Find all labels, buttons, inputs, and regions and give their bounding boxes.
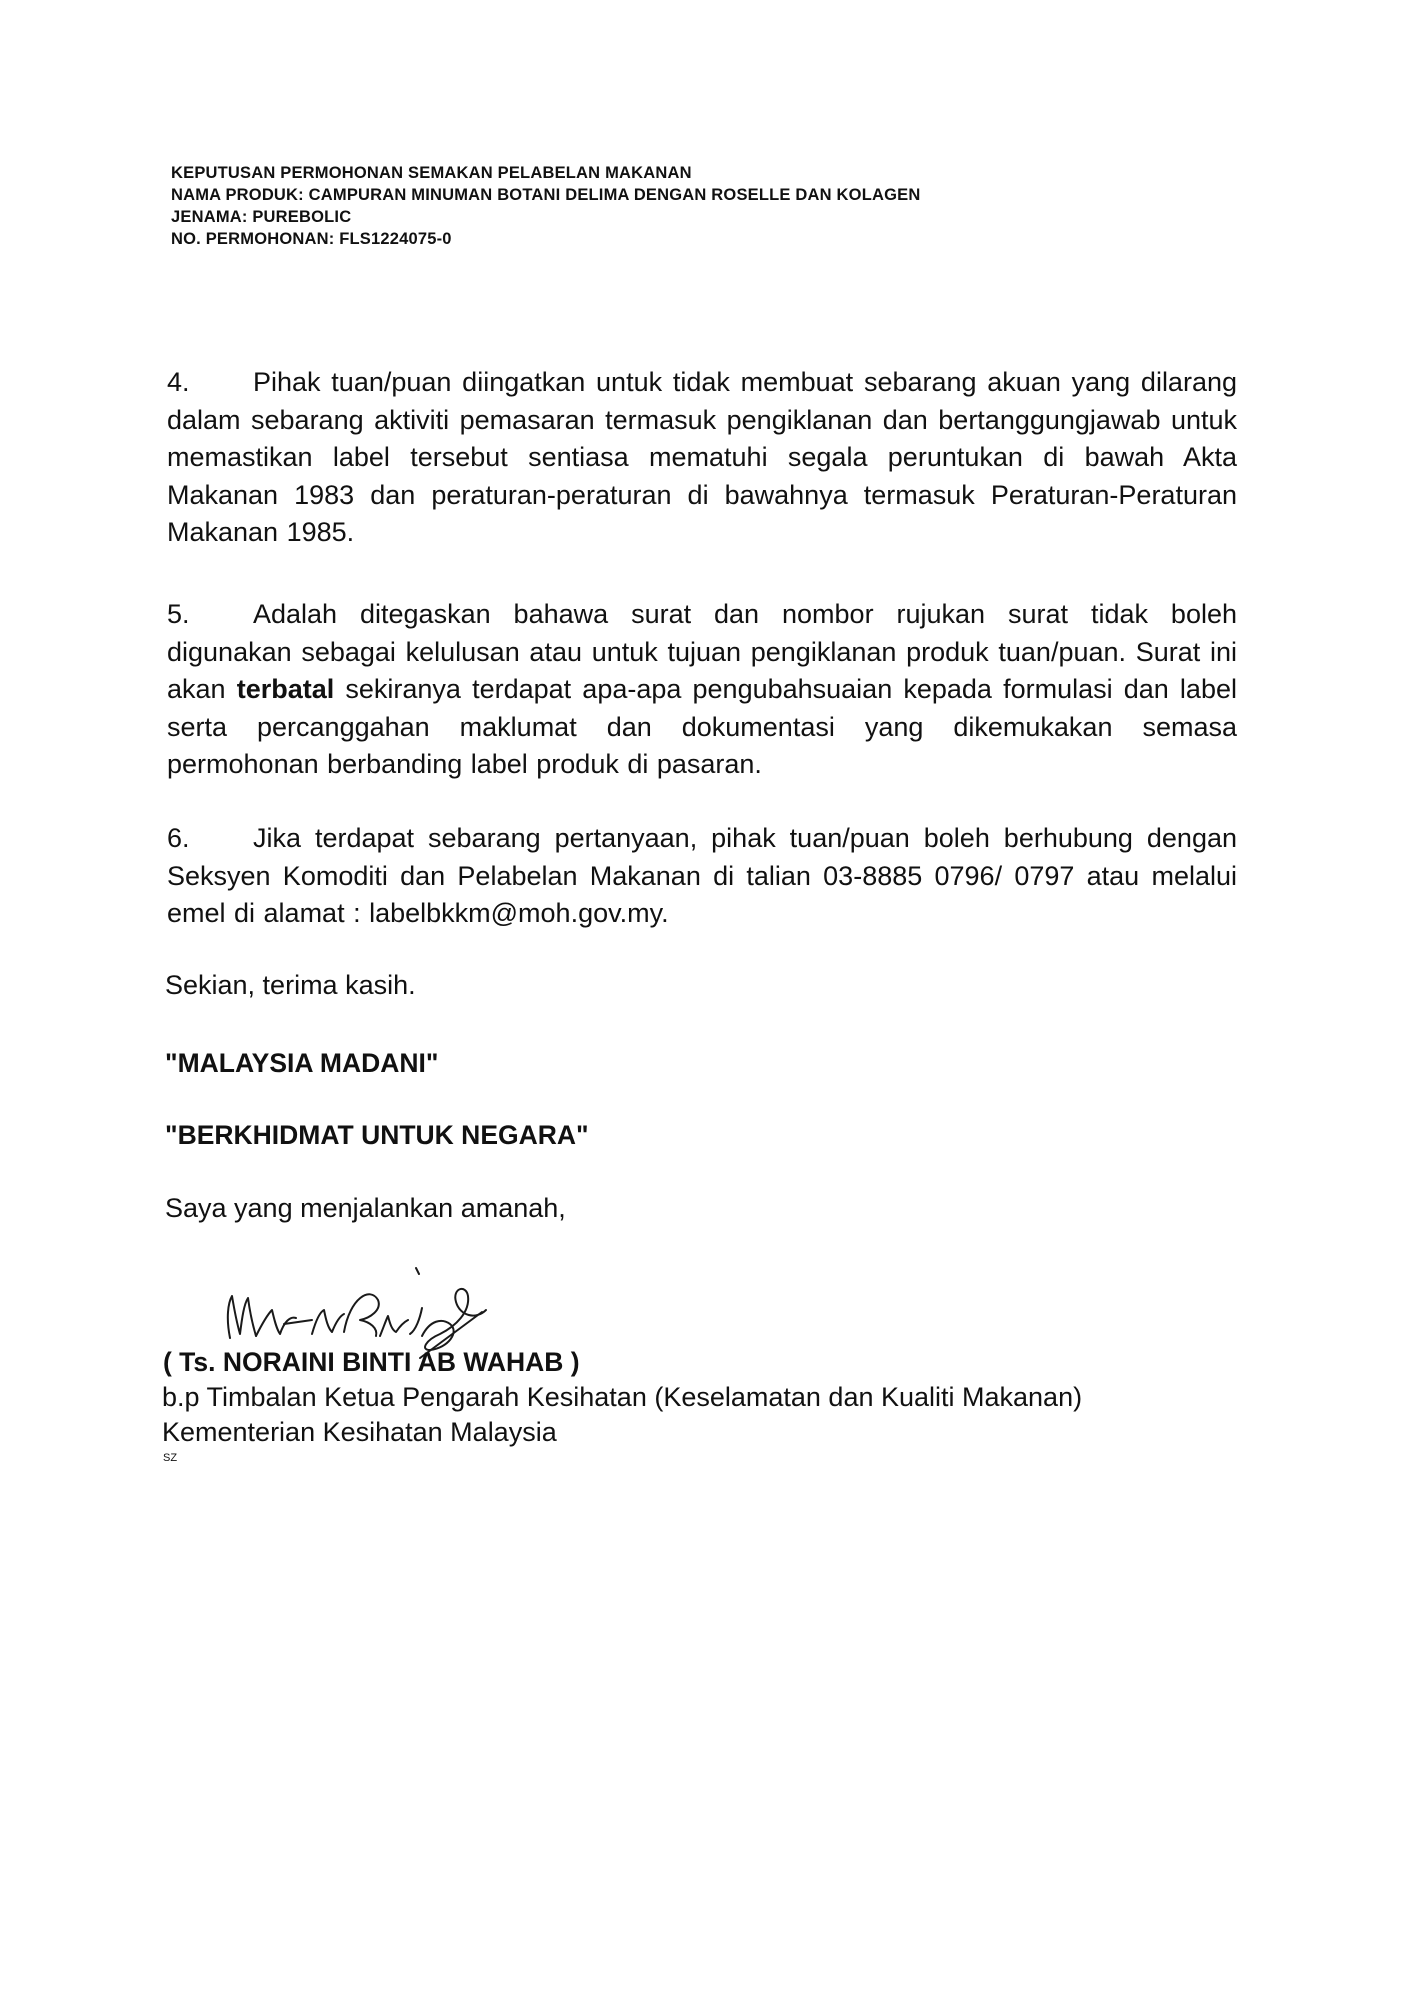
header-product-name: NAMA PRODUK: CAMPURAN MINUMAN BOTANI DELIMA DENGAN ROSELLE DAN KOLAGEN xyxy=(171,186,921,204)
paragraph-text: sekiranya terdapat apa-apa pengubahsuaian kepada formulasi dan label serta percanggahan maklumat dan dokumentasi yang dikemukakan semasa permohonan berbanding label produk di pasaran. xyxy=(167,674,1237,779)
header-title: KEPUTUSAN PERMOHONAN SEMAKAN PELABELAN MAKANAN xyxy=(171,164,692,182)
slogan-malaysia-madani: "MALAYSIA MADANI" xyxy=(165,1048,439,1078)
paragraph-number: 6. xyxy=(167,823,190,853)
slogan-berkhidmat: "BERKHIDMAT UNTUK NEGARA" xyxy=(165,1120,589,1150)
header-application-number: NO. PERMOHONAN: FLS1224075-0 xyxy=(171,230,452,248)
signatory-ministry: Kementerian Kesihatan Malaysia xyxy=(162,1417,557,1447)
typist-initials: SZ xyxy=(163,1452,178,1464)
closing-amanah: Saya yang menjalankan amanah, xyxy=(165,1193,566,1223)
paragraph-text: Pihak tuan/puan diingatkan untuk tidak membuat sebarang akuan yang dilarang dalam sebarang aktiviti pemasaran termasuk pengiklanan dan bertanggungjawab untuk memastikan label tersebut sentiasa mematuhi segala peruntukan di bawah Akta Makanan 1983 dan peraturan-peraturan di bawahnya termasuk Peraturan-Peraturan Makanan 1985. xyxy=(167,367,1237,547)
paragraph-6 xyxy=(167,820,1237,933)
paragraph-5 xyxy=(167,596,1237,784)
emphasis-text: terbatal xyxy=(236,674,335,704)
paragraph-number: 4. xyxy=(167,367,190,397)
paragraph-text: Jika terdapat sebarang pertanyaan, pihak tuan/puan boleh berhubung dengan Seksyen Komoditi dan Pelabelan Makanan di talian 03-8885 0796/ 0797 atau melalui emel di alamat : labelbkkm@moh.gov.my. xyxy=(167,823,1237,928)
paragraph-number: 5. xyxy=(167,599,190,629)
signatory-name: ( Ts. NORAINI BINTI AB WAHAB ) xyxy=(163,1347,580,1377)
closing-thanks: Sekian, terima kasih. xyxy=(165,970,416,1000)
header-brand: JENAMA: PUREBOLIC xyxy=(171,208,352,226)
letter-header xyxy=(171,162,1271,250)
signatory-title: b.p Timbalan Ketua Pengarah Kesihatan (Keselamatan dan Kualiti Makanan) xyxy=(162,1382,1083,1412)
paragraph-text: Adalah ditegaskan bahawa surat dan nombor rujukan surat tidak boleh digunakan sebagai kelulusan atau untuk tujuan pengiklanan produk tuan/puan. Surat ini akan xyxy=(167,599,1237,704)
paragraph-4 xyxy=(167,364,1237,552)
